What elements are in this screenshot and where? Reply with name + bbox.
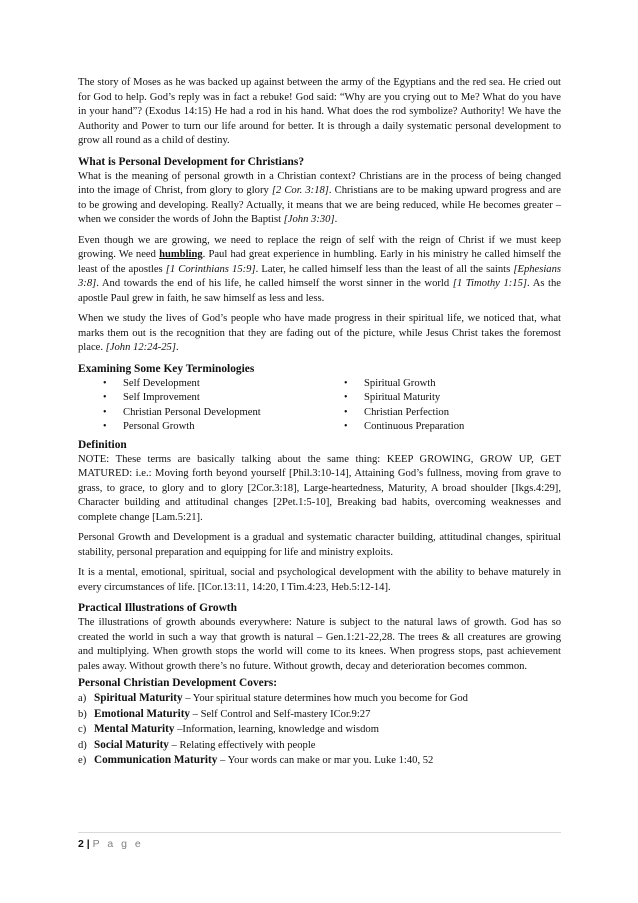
intro-paragraph: The story of Moses as he was backed up against between the army of the Egyptians and the red sea. He cried out for God to help. God’s reply was in fact a rebuke! God said: “Why are you crying out to Me? What do you have in your hand”? (Exodus 14:15) He had a rod in his hand. What does the rod symbolize? Authority! We have the Authority and Power to turn our life around for better. It is through a daily systematic personal development to grow all round as a child of destiny.: [78, 77, 561, 146]
personal-development-paragraph-2: Even though we are growing, we need to replace the reign of self with the reign of Christ if we must keep growing. We need humbling. Paul had great experience in humbling. Early in his ministry he called himself the least of the apostles [1 Corinthians 15:9]. Later, he called himself less than the least of all the saints [Ephesians 3:8]. And towards the end of his life, he called himself the worst sinner in the world [1 Timothy 1:15]. As the apostle Paul grew in faith, he saw himself as less and less.: [78, 234, 562, 304]
covers-list: [78, 691, 561, 769]
scripture-reference: [John 3:30]: [283, 214, 335, 225]
personal-development-paragraph-1: What is the meaning of personal growth in a Christian context? Christians are in the process of being changed into the image of Christ, from glory to glory [2 Cor. 3:18]. Christians are to be making upward progress and are to be growing and developing. Really? Actually, it means that we are being reduced, while He becomes greater – when we consider the words of John the Baptist [John 3:30].: [78, 170, 561, 225]
covers-heading: Personal Christian Development Covers:: [78, 677, 277, 689]
footer-separator: |: [86, 838, 90, 850]
illustrations-paragraph: The illustrations of growth abounds everywhere: Nature is subject to the natural laws of growth. God has so created the world in such a way that growth is natural – Gen.1:21-22,28. The trees & all creatures are growing and multiplying. When growth stops the world will come to its knees. When progress stops, past achievement pales away. Without growth there’s no future. Without growth, decay and deterioration becomes common.: [78, 617, 561, 672]
scripture-reference: [1 Corinthians 15:9]: [165, 263, 256, 275]
page-footer: [78, 838, 143, 850]
definition-note: NOTE: These terms are basically talking about the same thing: KEEP GROWING, GROW UP, GET MATURED: i.e.: Moving forth beyond yourself [Phil.3:10-14], Attaining God’s fullness, moving from grave to grass, to grace, to glory and to glory [2Cor.3:18], Large-heartedness, Maturity, A broad shoulder [Ikgs.4:29], Character building and attitudinal changes [2Pet.1:5-10], Breaking bad habits, overcoming weaknesses and complete change [Lam.5:21].: [78, 453, 561, 523]
page-content: [78, 76, 561, 769]
scripture-reference: [Ephesians 3:8]: [78, 263, 562, 289]
list-item: • Self Development: [101, 377, 342, 392]
illustrations-heading: Practical Illustrations of Growth: [78, 602, 237, 614]
list-item: • Christian Perfection: [342, 406, 542, 421]
page-number: 2: [78, 838, 84, 850]
list-item: d) Social Maturity – Relating effectively with people: [78, 738, 316, 751]
definition-heading: Definition: [78, 438, 127, 451]
definition-paragraph-2: It is a mental, emotional, spiritual, social and psychological development with the ability to behave maturely in every circumstances of life. [ICor.13:11, 14:20, I Tim.4:23, Heb.5:12-14].: [78, 567, 561, 593]
list-item: b) Emotional Maturity – Self Control and Self-mastery ICor.9:27: [78, 707, 371, 720]
scripture-reference: [2 Cor. 3:18]: [271, 185, 329, 196]
terminologies-right-column: [342, 377, 542, 435]
list-item: c) Mental Maturity –Information, learning, knowledge and wisdom: [78, 723, 379, 735]
terminologies-list: [78, 377, 561, 435]
list-item: • Personal Growth: [101, 420, 342, 435]
list-item: e) Communication Maturity – Your words can make or mar you. Luke 1:40, 52: [78, 754, 434, 766]
list-item: • Spiritual Growth: [342, 377, 542, 392]
terminologies-left-column: [78, 377, 342, 435]
list-item: • Spiritual Maturity: [342, 391, 542, 406]
list-item: • Self Improvement: [101, 391, 342, 406]
scripture-reference: [John 12:24-25]: [105, 342, 176, 353]
scripture-reference: [1 Timothy 1:15]: [452, 278, 528, 289]
footer-divider: [78, 832, 561, 833]
list-item: • Continuous Preparation: [342, 420, 542, 435]
page-label: P a g e: [92, 838, 144, 850]
list-item: a) Spiritual Maturity – Your spiritual stature determines how much you become for God: [78, 692, 468, 704]
terminologies-heading: Examining Some Key Terminologies: [78, 362, 255, 375]
personal-development-heading: What is Personal Development for Christians?: [78, 155, 305, 168]
list-item: • Christian Personal Development: [101, 406, 342, 421]
emphasized-word: humbling: [159, 249, 203, 260]
definition-paragraph-1: Personal Growth and Development is a gradual and systematic character building, attitudinal changes, spiritual stability, personal preparation and equipping for life and ministry exploits.: [78, 532, 561, 558]
personal-development-paragraph-3: When we study the lives of God’s people who have made progress in their spiritual life, we noticed that, what marks them out is the recognition that they are fading out of the picture, while Jesus Christ takes the foremost place. [John 12:24-25].: [78, 313, 561, 353]
